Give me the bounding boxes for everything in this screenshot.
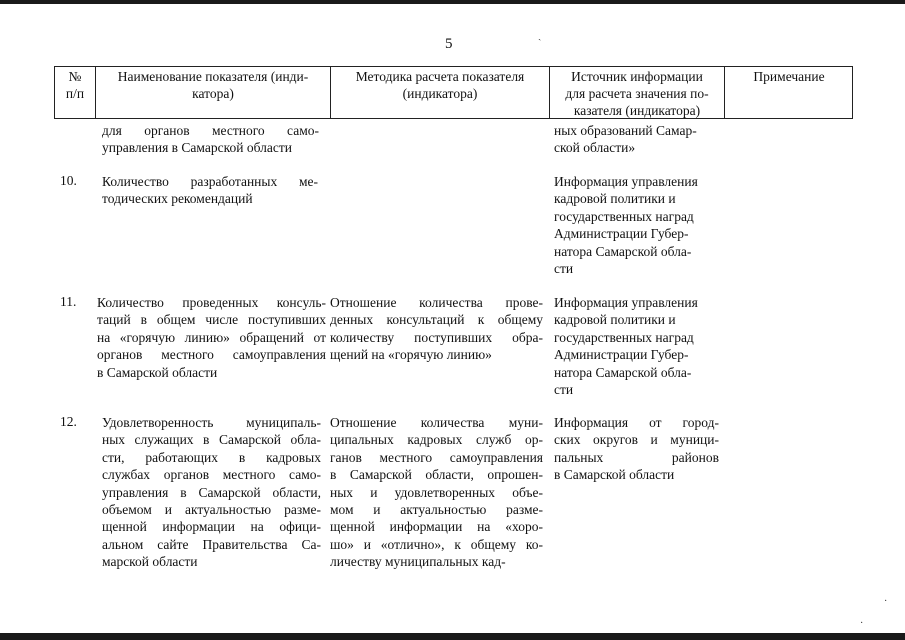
scan-speck: · <box>860 618 864 629</box>
row-0-source <box>554 122 724 157</box>
text-line: тодических рекомендаций <box>102 191 253 207</box>
row-11-name <box>97 294 326 381</box>
header-note-text: Примечание <box>753 69 825 84</box>
table-header <box>54 66 853 119</box>
bottom-border <box>0 633 905 640</box>
text-line: службах органов местного само- <box>102 467 321 483</box>
header-method-text: Методика расчета показателя (индикатора) <box>355 69 525 101</box>
text-line: в Самарской области <box>97 364 218 380</box>
text-line: Информация управления <box>554 174 698 189</box>
row-11-source <box>554 294 724 398</box>
text-line: на «горячую линию» обращений от <box>97 329 326 345</box>
row-12-source <box>554 414 719 484</box>
text-line: таций в общем числе поступивших <box>97 312 326 328</box>
scan-speck: ˏ <box>538 30 542 41</box>
text-line: марской области <box>102 554 198 570</box>
text-line: ципальных кадровых служб ор- <box>330 432 543 448</box>
text-line: Удовлетворенность муниципаль- <box>102 415 321 430</box>
header-source-text: Источник информации для расчета значения по- казателя (индикатора) <box>565 69 709 118</box>
text-line: Информация от город- <box>554 415 719 430</box>
text-line: Количество проведенных консуль- <box>97 295 326 310</box>
text-line: для органов местного само- <box>102 123 319 138</box>
text-line: щенной информации на «хоро- <box>330 519 543 535</box>
text-line: личеству муниципальных кад- <box>330 554 506 570</box>
text-line: щенной информации на офици- <box>102 519 321 535</box>
text-line: сти <box>554 261 574 277</box>
text-line: ных служащих в Самарской обла- <box>102 432 321 448</box>
scan-speck: · <box>884 596 888 607</box>
header-num-text: № п/п <box>65 69 85 101</box>
text-line: сти, работающих в кадровых <box>102 449 321 465</box>
text-line: в Самарской области, опрошен- <box>330 467 543 483</box>
text-line: управления в Самарской области, <box>102 484 321 500</box>
text-line: шо» и «отлично», к общему ко- <box>330 536 543 552</box>
text-line: количеству поступивших обра- <box>330 329 543 345</box>
row-0-name <box>102 122 319 157</box>
text-line: Отношение количества прове- <box>330 295 543 310</box>
text-line: Отношение количества муни- <box>330 415 543 430</box>
text-line: денных консультаций к общему <box>330 312 543 328</box>
text-line: мом и актуальностью разме- <box>330 502 543 518</box>
row-12-number: 12. <box>60 414 77 429</box>
text-line: Количество разработанных ме- <box>102 174 318 189</box>
text-line: Администрации Губер- <box>554 347 689 363</box>
row-12-name <box>102 414 321 571</box>
row-11-number: 11. <box>60 294 77 309</box>
text-line: ской области» <box>554 140 636 156</box>
header-num <box>55 67 95 118</box>
row-11-method <box>330 294 543 364</box>
page-number: 5 <box>445 36 453 52</box>
text-line: государственных наград <box>554 329 694 345</box>
text-line: ганов местного самоуправления <box>330 449 543 465</box>
text-line: органов местного самоуправления <box>97 347 326 363</box>
text-line: пальных районов <box>554 449 719 465</box>
text-line: государственных наград <box>554 208 694 224</box>
text-line: ных и удовлетворенных объе- <box>330 484 543 500</box>
text-line: управления в Самарской области <box>102 140 292 156</box>
text-line: натора Самарской обла- <box>554 243 692 259</box>
text-line: натора Самарской обла- <box>554 364 692 380</box>
text-line: Администрации Губер- <box>554 226 689 242</box>
text-line: альном сайте Правительства Са- <box>102 536 321 552</box>
row-10-name <box>102 173 318 208</box>
text-line: щений на «горячую линию» <box>330 347 492 363</box>
row-10-source <box>554 173 724 277</box>
text-line: ных образований Самар- <box>554 123 697 138</box>
text-line: в Самарской области <box>554 467 675 483</box>
header-name <box>96 67 330 118</box>
top-border <box>0 0 905 4</box>
header-note <box>725 67 853 118</box>
header-name-text: Наименование показателя (инди- катора) <box>117 69 309 101</box>
row-12-method <box>330 414 543 571</box>
text-line: Информация управления <box>554 295 698 310</box>
row-10-number: 10. <box>60 173 77 188</box>
text-line: сти <box>554 382 574 398</box>
text-line: кадровой политики и <box>554 312 676 328</box>
text-line: объемом и актуальностью разме- <box>102 502 321 518</box>
header-source <box>550 67 724 118</box>
header-method <box>331 67 549 118</box>
text-line: кадровой политики и <box>554 191 676 207</box>
text-line: ских округов и муници- <box>554 432 719 448</box>
